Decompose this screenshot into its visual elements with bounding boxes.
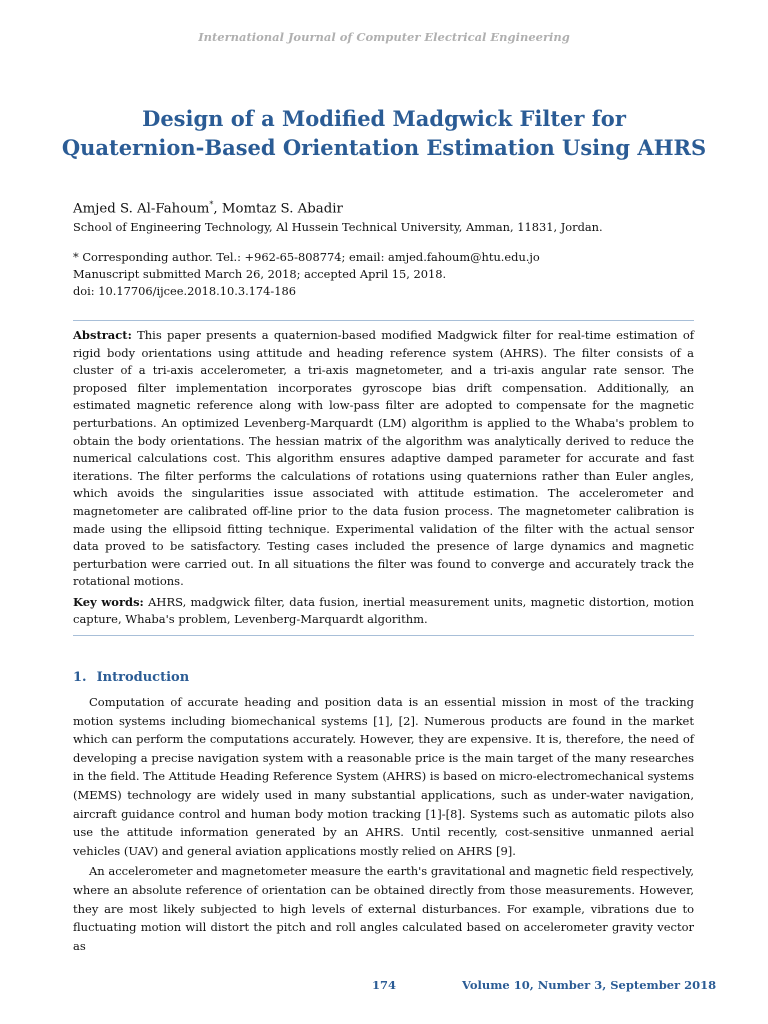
introduction-body [73,693,694,955]
abstract-text: This paper presents a quaternion-based modified Madgwick filter for real-time estimation of rigid body orientations using attitude and heading reference system (AHRS). The filter consists of a cluster of a tri-axis accelerometer, a tri-axis magnetometer, and a tri-axis angular rate sensor. The proposed filter implementation incorporates gyroscope bias drift compensation. Additionally, an estimated magnetic reference along with low-pass filter are adopted to compensate for the magnetic perturbations. An optimized Levenberg-Marquardt (LM) algorithm is applied to the Whaba's problem to obtain the body orientations. The hessian matrix of the algorithm was analytically derived to reduce the numerical calculations cost. This algorithm ensures adaptive damped parameter for accurate and fast iterations. The filter performs the calculations of rotations using quaternions rather than Euler angles, which avoids the singularities issue associated with attitude estimation. The accelerometer and magnetometer are calibrated off-line prior to the data fusion process. The magnetometer calibration is made using the ellipsoid fitting technique. Experimental validation of the filter with the actual sensor data proved to be satisfactory. Testing cases included the presence of large dynamics and magnetic perturbation were carried out. In all situations the filter was found to converge and accurately track the rotational motions. [73,328,695,589]
affiliation: School of Engineering Technology, Al Hussein Technical University, Amman, 11831, Jordan. [73,220,603,234]
corresponding-mark: * [209,200,214,209]
keywords [73,594,694,628]
author-list [73,200,343,216]
volume-info: Volume 10, Number 3, September 2018 [462,978,717,992]
corresponding-author: * Corresponding author. Tel.: +962-65-808774; email: amjed.fahoum@htu.edu.jo [73,250,540,264]
section-title: Introduction [96,670,190,685]
paragraph-1: Computation of accurate heading and position data is an essential mission in most of the tracking motion systems including biomechanical systems [1], [2]. Numerous products are found in the market which can perform the computations accurately. However, they are expensive. It is, therefore, the need of developing a precise navigation system with a reasonable price is the main target of the many researches in the field. The Attitude Heading Reference System (AHRS) is based on micro-electromechanical systems (MEMS) technology are widely used in many substantial applications, such as under-water navigation, aircraft guidance control and human body motion tracking [1]-[8]. Systems such as automatic pilots also use the attitude information generated by an AHRS. Until recently, cost-sensitive unmanned aerial vehicles (UAV) and general aviation applications mostly relied on AHRS [9]. [73,695,694,858]
author-1: Amjed S. Al-Fahoum [73,201,210,217]
paragraph-2: An accelerometer and magnetometer measure the earth's gravitational and magnetic field respectively, where an absolute reference of orientation can be obtained directly from those measurements. However, they are most likely subjected to high levels of external disturbances. For example, vibrations due to fluctuating motion will distort the pitch and roll angles calculated based on accelerometer gravity vector as [73,864,694,953]
journal-header: International Journal of Computer Electrical Engineering [198,30,570,44]
correspondence-block [73,249,540,300]
divider-top [73,320,694,321]
section-heading-introduction [73,670,189,685]
abstract [73,327,694,591]
page-number: 174 [372,978,397,992]
divider-bottom [73,635,694,636]
keywords-label: Key words: [73,595,144,609]
title-line-1: Design of a Modified Madgwick Filter for [142,106,626,131]
author-2: , Momtaz S. Abadir [213,201,343,217]
doi: doi: 10.17706/ijcee.2018.10.3.174-186 [73,284,297,298]
abstract-label: Abstract: [73,328,132,342]
manuscript-dates: Manuscript submitted March 26, 2018; accepted April 15, 2018. [73,267,447,281]
section-number: 1. [73,670,87,685]
paper-title [40,104,728,162]
keywords-text: AHRS, madgwick filter, data fusion, inertial measurement units, magnetic distortion, motion capture, Whaba's problem, Levenberg-Marquardt algorithm. [73,595,694,626]
title-line-2: Quaternion-Based Orientation Estimation Using AHRS [61,135,707,160]
